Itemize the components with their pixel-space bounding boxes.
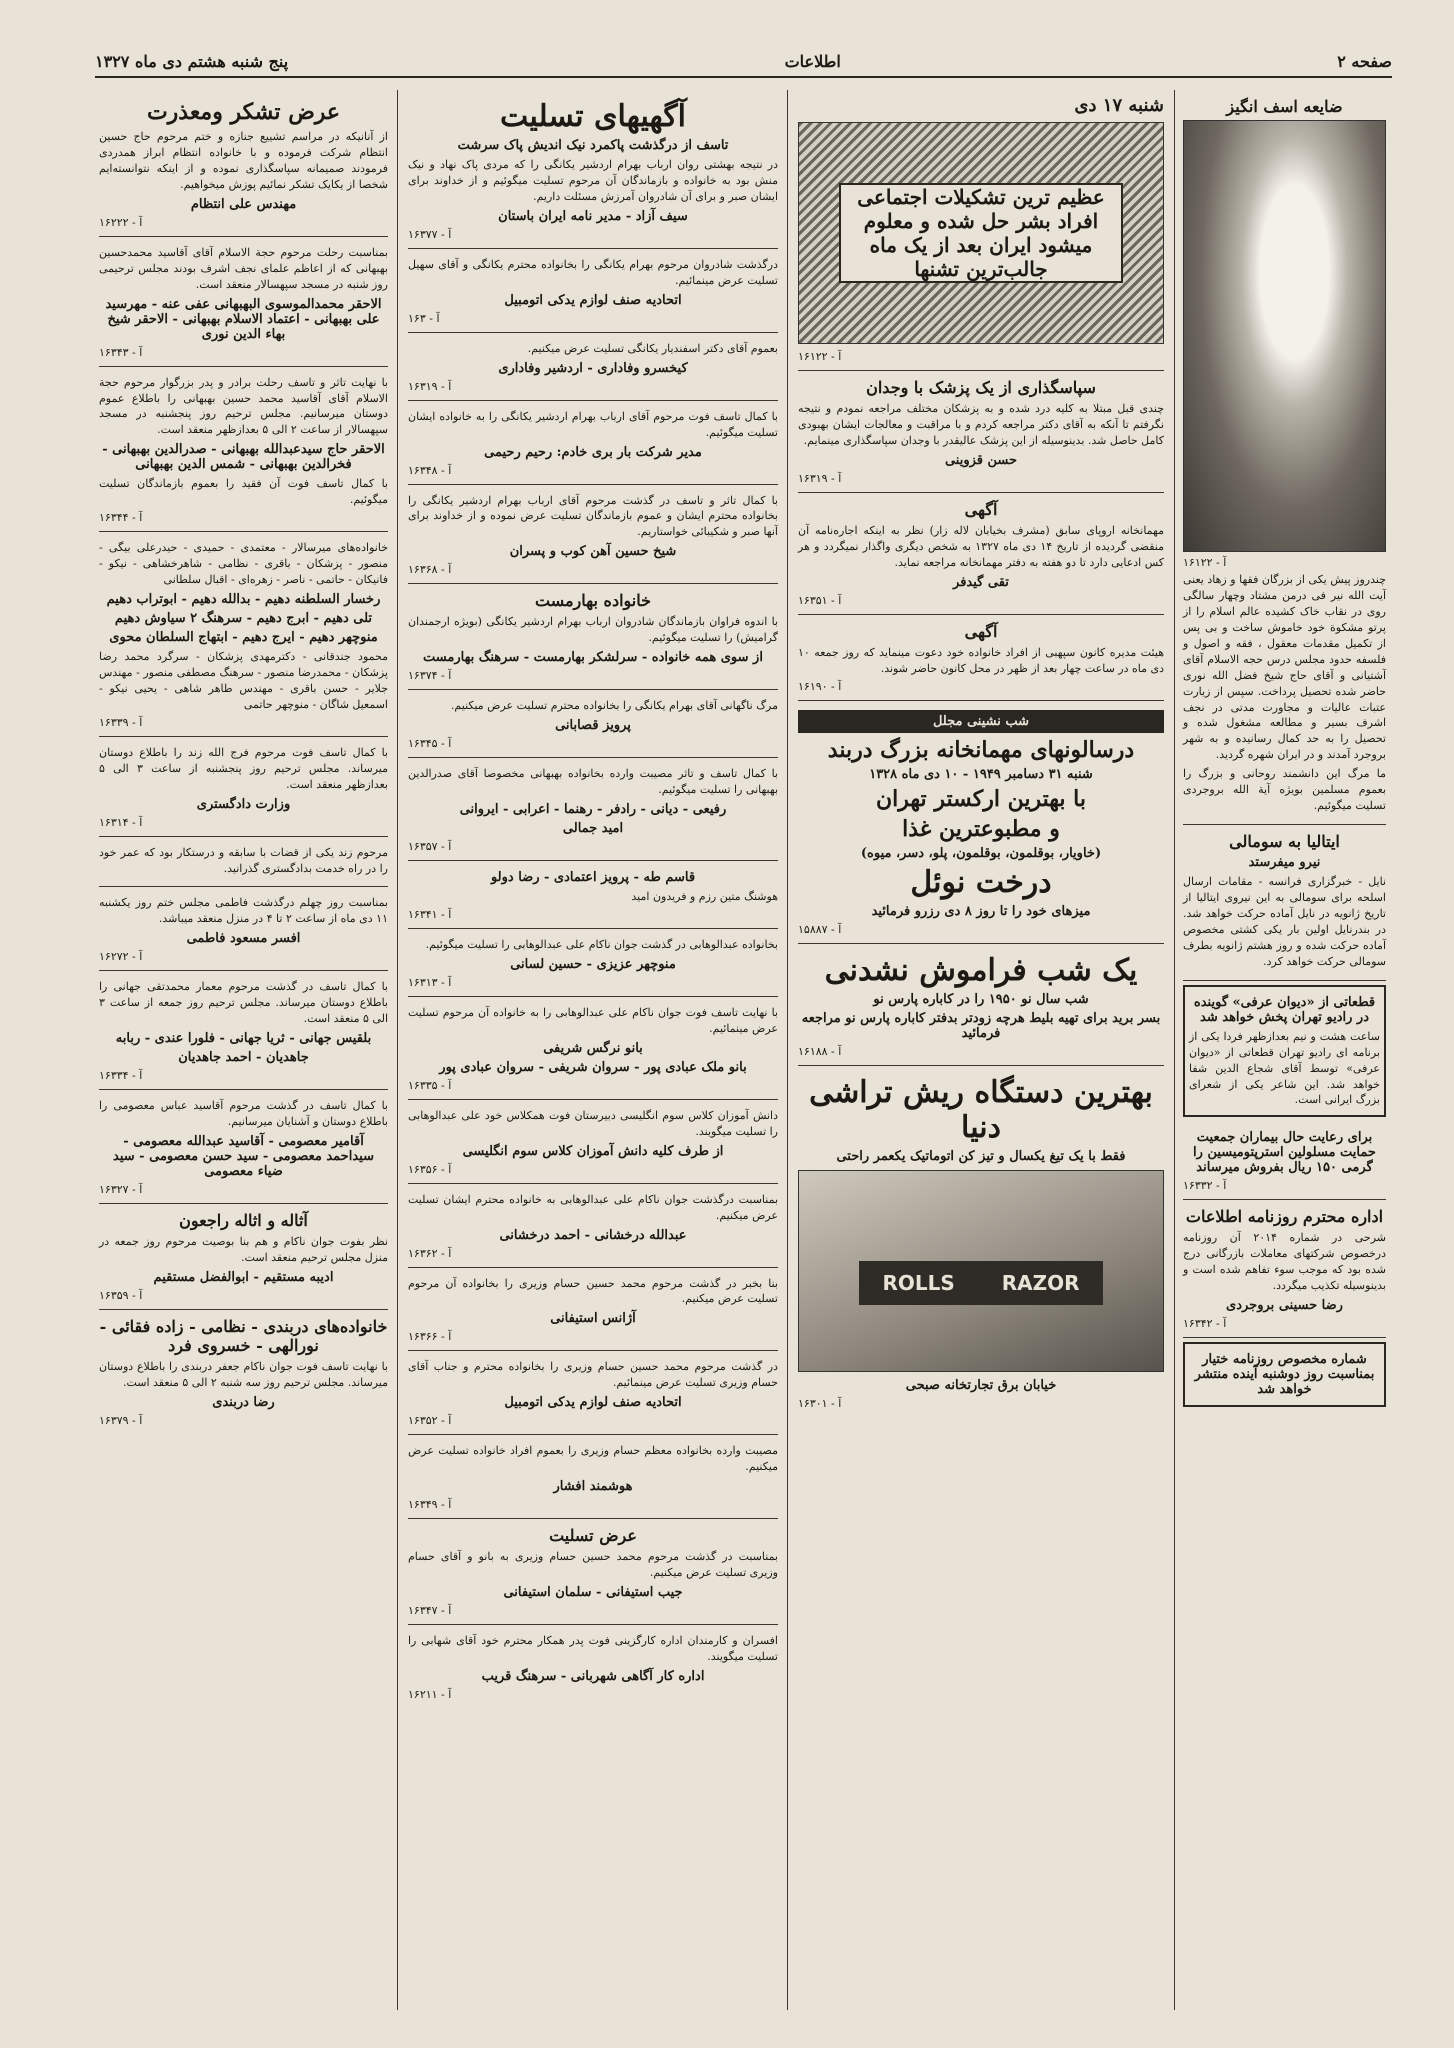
notice-signature: مهندس علی انتظام xyxy=(190,196,297,212)
razor-plate xyxy=(859,1261,1103,1305)
ad-code: آ - ۱۶۳۵۷ xyxy=(408,840,452,853)
notice-signature: بلقیس جهانی - ثریا جهانی - فلورا عندی - ربابه xyxy=(115,1031,372,1047)
condolence-text: با کمال تاسف و تاثر مصیبت وارده بخانواده بهبهانی مخصوصا آقای صدرالدین بهبهانی را تسلیت میگوئیم. xyxy=(408,767,778,797)
razor-brand-left: ROLLS xyxy=(882,1270,955,1295)
notice-text: محمود جندقانی - دکترمهدی پزشکان - سرگرد محمد رضا پزشکان - محمدرضا منصور - سرهنگ مصطفی منصور - مهندس جلایر - حسن باقری - مهندس طاهر شاهی - یحیی نیکو - اسمعیل شاگان - منوچهر حاتمی xyxy=(99,650,388,711)
news-text: نایل - خبرگزاری فرانسه - مقامات ارسال اسلحه برای سومالی به این نیروی ایتالیا از تاریخ ژانویه در نایل آماده حرکت خواهد شد. در بندرنایل اولین بار یکی کشتی مخصوص آماده حرکت شده و روز هشتم ژانویه بطرف سومالی حرکت خواهد کرد. xyxy=(1183,875,1386,968)
paper-name: اطلاعات xyxy=(784,51,841,71)
radio-box-title: قطعاتی از «دیوان عرفی» گوینده در رادیو تهران پخش خواهد شد xyxy=(1193,994,1376,1025)
party-banner: شب نشینی مجلل xyxy=(798,710,1164,733)
condolence-signature: اداره کار آگاهی شهربانی - سرهنگ قریب xyxy=(481,1668,705,1684)
notice-text: مهمانخانه اروپای سابق (مشرف بخیابان لاله زار) نظر به اینکه اجاره‌نامه آن منقضی گردیده از تاریخ ۱۴ دی ماه ۱۳۲۷ به شخص دیگری واگذار نمیگردد و هر کس ادعایی دارد تا دو هفته به دفتر مهمانخانه مراجعه نماید. xyxy=(798,523,1164,569)
notice-text: با کمال تاسف در گذشت مرحوم آقاسید عباس معصومی را باطلاع دوستان و آشنایان میرسانیم. xyxy=(99,1099,388,1129)
ad-code: آ - ۱۶۱۲۲ xyxy=(798,350,842,363)
ad-code: آ - ۱۶۳۴۱ xyxy=(408,907,452,921)
news-subheading: نیرو میفرستد xyxy=(1248,855,1321,871)
ad-code: آ - ۱۶۳۶۶ xyxy=(408,1330,452,1344)
razor-brand-right: RAZOR xyxy=(1001,1270,1080,1295)
ad-code: آ - ۱۶۳۵۲ xyxy=(408,1414,452,1428)
column-rule xyxy=(787,90,788,2010)
ad-code: آ - ۱۶۳۲۷ xyxy=(99,1183,143,1196)
column-4 xyxy=(93,90,394,2010)
notice-signature: الاحقر حاج سیدعبدالله بهبهانی - صدرالدین بهبهانی - فخرالدین بهبهانی - شمس الدین بهبهانی xyxy=(102,442,385,473)
condolence-signature: هوشمند افشار xyxy=(553,1479,633,1495)
notice-text: با کمال تاسف در گذشت مرحوم معمار محمدتقی جهانی را باطلاع دوستان میرساند. مجلس ترحیم روز جمعه از ساعت ۳ الی ۵ منعقد است. xyxy=(99,980,388,1026)
page-number: صفحه ۲ xyxy=(1337,51,1392,71)
condolence-signature: منوچهر عزیزی - حسین لسانی xyxy=(510,956,676,972)
thanks-section-title: عرض تشکر ومعذرت xyxy=(146,99,341,125)
ad-code: آ - ۱۶۳۱۳ xyxy=(408,975,452,989)
notice-text: با کمال تاسف فوت مرحوم فرج الله زند را باطلاع دوستان میرساند. مجلس ترحیم روز پنجشنبه از ساعت ۳ الی ۵ بعدازظهر منعقد است. xyxy=(99,745,388,791)
thanks-text: چندی قبل مبتلا به کلیه درد شده و به پزشکان مختلف مراجعه نمودم و نتیجه نگرفتم تا آنکه به آقای دکتر مراجعه کردم و با مراقبت و معالجات ایشان بهبودی کامل حاصل شد. بدینوسیله از این پزشک عالیقدر با وجدان سپاسگذاری مینمایم. xyxy=(798,402,1164,447)
ad-code: آ - ۱۶۳۴۲ xyxy=(1183,1317,1227,1331)
condolence-signature: از سوی همه خانواده - سرلشکر بهارمست - سرهنگ بهارمست xyxy=(423,650,763,666)
party-tree: درخت نوئل xyxy=(910,864,1052,900)
ad-code: آ - ۱۶۳۶۸ xyxy=(408,563,452,577)
notice-signature: جاهدیان - احمد جاهدیان xyxy=(178,1050,309,1066)
notice-text: بمناسبت رحلت مرحوم حجة الاسلام آقای آقاسید محمدحسین بهبهانی که از اعاظم علمای نجف اشرف بودند مجلس ترحیمی روز شنبه در مسجد سپهسالار منعقد است. xyxy=(99,245,388,291)
ad-code: آ - ۱۵۸۸۷ xyxy=(798,922,842,936)
obituary-heading: ضایعه اسف انگیز xyxy=(1226,97,1343,116)
ad-code: آ - ۱۶۱۹۰ xyxy=(798,679,842,693)
ad-code: آ - ۱۶۳۷۷ xyxy=(408,227,452,241)
event-strip xyxy=(798,95,1164,116)
ad-code: آ - ۱۶۲۲۲ xyxy=(99,215,143,229)
condolence-signature: عبدالله درخشانی - احمد درخشانی xyxy=(499,1227,687,1243)
condolence-signature: رفیعی - دیانی - رادفر - رهنما - اعرابی - ایروانی xyxy=(459,802,727,817)
ad-code: آ - ۱۶۳۱۴ xyxy=(99,815,143,829)
notice-heading: خانواده‌های دربندی - نظامی - زاده فقائی - نورالهی - خسروی فرد xyxy=(99,1316,388,1355)
notice-signature: رضا دربندی xyxy=(212,1394,275,1410)
notice-signature: تقی گیدفر xyxy=(953,574,1009,590)
cabaret-heading: یک شب فراموش نشدنی xyxy=(824,952,1138,988)
condolence-signature: جیب استیفانی - سلمان استیفانی xyxy=(503,1585,683,1600)
party-venue: درسالونهای مهمانخانه بزرگ دربند xyxy=(827,736,1135,763)
ad-code: آ - ۱۶۳۴۳ xyxy=(99,345,143,359)
condolence-heading: عرض تسلیت xyxy=(549,1526,637,1546)
condolence-signature: اتحادیه صنف لوازم یدکی اتومبیل xyxy=(504,292,682,308)
letter-signature: رضا حسینی بروجردی xyxy=(1226,1298,1343,1314)
ad-code: آ - ۱۶۳۳۵ xyxy=(408,1078,452,1092)
condolence-signature: قاسم طه - پرویز اعتمادی - رضا دولو xyxy=(490,870,696,885)
ad-code: آ - ۱۶۳۱۹ xyxy=(408,379,452,393)
razor-address: خیابان برق تجارتخانه صبحی xyxy=(905,1377,1057,1393)
issue-date: پنج شنبه هشتم دی ماه ۱۳۲۷ xyxy=(95,51,289,71)
cabaret-text: شب سال نو ۱۹۵۰ را در کاباره پارس نو xyxy=(873,991,1089,1007)
column-rule xyxy=(1174,90,1175,2010)
event-date: شنبه ۱۷ دی xyxy=(1074,95,1164,116)
radio-box-text: ساعت هشت و نیم بعدازظهر فردا یکی از برنامه ای رادیو تهران قطعاتی از «دیوان عرفی» توسط آقای شجاع الدین شفا خواهد شد. این شاعر یکی از شعرای بزرگ ایرانی است. xyxy=(1189,1029,1380,1107)
masthead xyxy=(95,46,1392,78)
notice-text: با نهایت تاسف فوت جوان ناکام جعفر دربندی را باطلاع دوستان میرساند. مجلس ترحیم روز سه شنبه ۲ الی ۵ منعقد است. xyxy=(99,1359,388,1389)
column-rule xyxy=(397,90,398,2010)
ad-code: آ - ۱۶۳۳۴ xyxy=(99,1069,143,1083)
ad-code: آ - ۱۶۳۴۸ xyxy=(408,463,452,477)
condolence-heading: خانواده بهارمست xyxy=(535,591,651,611)
notice-signature: تلی دهیم - ابرج دهیم - سرهنگ ۲ سیاوش دهیم xyxy=(114,611,373,626)
notice-text: با نهایت تاثر و تاسف رحلت برادر و پدر بزرگوار مرحوم حجة الاسلام آقای آقاسید محمد حسین بهبهانی را باطلاع عموم دوستان میرسانیم. مجلس ترحیم روز پنجشنبه در مسجد سپهسالار از ساعت ۲ الی ۵ بعدازظهر منعقد است. xyxy=(99,375,388,437)
condolence-text: با کمال تاسف فوت مرحوم آقای ارباب بهرام اردشیر یکانگی را به خانواده ایشان تسلیت میگوئیم. xyxy=(408,409,778,439)
condolence-text: مصیبت وارده بخانواده معظم حسام وزیری را بعموم افراد خانواده تسلیت عرض میکنیم. xyxy=(408,1444,778,1474)
ad-code: آ - ۱۶۳۳۲ xyxy=(1183,1179,1227,1193)
condolence-text: با نهایت تاسف فوت جوان ناکام علی عبدالوهابی را به خانواده آن مرحوم تسلیت عرض مینمائیم. xyxy=(408,1005,778,1035)
letter-text: شرحی در شماره ۲۰۱۴ آن روزنامه درخصوص شرکتهای معاملات بازرگانی درج شده بود که موجب سوء تفاهم شده است و بدینوسیله تکذیب میگردد. xyxy=(1183,1231,1386,1293)
ad-code: آ - ۱۶۳۴۷ xyxy=(408,1604,452,1617)
notice-text: هیئت مدیره کانون سپهبی از افراد خانواده خود دعوت مینماید که روز جمعه ۱۰ دی ماه در ساعت چهار بعد از ظهر در محل کانون حاضر شوند. xyxy=(798,645,1164,675)
notice-text: نظر بفوت جوان ناکام و هم بنا بوصیت مرحوم روز جمعه در منزل مجلس ترحیم منعقد است. xyxy=(99,1235,388,1264)
party-menu: (خاویار، بوقلمون، بوقلمون، پلو، دسر، میوه) xyxy=(860,845,1102,861)
condolence-signature: مدیر شرکت بار بری خادم: رحیم رحیمی xyxy=(484,444,702,460)
notice-signature: آقامیر معصومی - آقاسید عبدالله معصومی - سیداحمد معصومی - سید حسن معصومی - سید ضیاء معصومی xyxy=(113,1134,374,1179)
notice-signature: افسر مسعود فاطمی xyxy=(186,931,301,947)
party-date: شنبه ۳۱ دسامبر ۱۹۴۹ - ۱۰ دی ماه ۱۳۲۸ xyxy=(869,766,1093,782)
notice-text: از آنانیکه در مراسم تشییع جنازه و ختم مرحوم حاج حسین انتظام شرکت فرموده و با خانواده انتظام ابراز همدردی فرمودند صمیمانه سپاسگذاری نموده و از اینکه نتوانسته‌ایم شخصا از یکایک تشکر نمائیم پوزش میخواهیم. xyxy=(99,130,388,191)
ad-code: آ - ۱۶۳۵۱ xyxy=(798,593,842,607)
condolence-signature: امید جمالی xyxy=(562,821,624,836)
footer-notice: شماره مخصوص روزنامه ختیار بمناسبت روز دوشنبه آینده منتشر خواهد شد xyxy=(1194,1352,1375,1398)
party-food: و مطبوعترین غذا xyxy=(902,815,1060,842)
ad-code: آ - ۱۶۲۷۲ xyxy=(99,950,143,964)
notice-signature: وزارت دادگستری xyxy=(196,796,291,812)
column-1 xyxy=(1177,90,1392,2010)
ad-code: آ - ۱۶۳ xyxy=(408,311,440,325)
condolence-signature: اتحادیه صنف لوازم یدکی اتومبیل xyxy=(504,1395,682,1411)
condolence-text: دانش آموزان کلاس سوم انگلیسی دبیرستان فوت همکلاس خود علی عبدالوهابی را تسلیت میگویند. xyxy=(408,1108,778,1138)
columns xyxy=(95,90,1392,2010)
notice-signature: رخسار السلطنه دهیم - بدالله دهیم - ابوتراب دهیم xyxy=(106,592,381,607)
ad-code: آ - ۱۶۳۷۴ xyxy=(408,669,452,683)
condolence-signature: از طرف کلیه دانش آموزان کلاس سوم انگلیسی xyxy=(462,1143,724,1159)
ad-code: آ - ۱۶۳۴۵ xyxy=(408,737,452,751)
ad-code: آ - ۱۶۱۲۲ xyxy=(1183,556,1227,569)
condolence-signature: پرویز قصابانی xyxy=(555,718,631,734)
condolence-text: مرگ ناگهانی آقای بهرام یکانگی را بخانواده محترم تسلیت عرض میکنیم. xyxy=(450,699,778,713)
condolence-text: با کمال تاثر و تاسف در گذشت مرحوم آقای ارباب بهرام اردشیر یکانگی را بخانواده محترم ایشان و عموم بازماندگان تسلیت عرض نموده و از خداوند برای آنها صبر و شکیبائی خواستاریم. xyxy=(408,493,778,539)
condolence-signature: آژانس استیفانی xyxy=(550,1311,636,1327)
razor-illustration xyxy=(798,1170,1164,1372)
letter-heading: اداره محترم روزنامه اطلاعات xyxy=(1185,1207,1384,1227)
notice-text: بمناسبت روز چهلم درگذشت فاطمی مجلس ختم روز یکشنبه ۱۱ دی ماه از ساعت ۲ تا ۴ در منزل منعقد میباشد. xyxy=(99,896,388,926)
condolence-text: بمناسبت در گذشت مرحوم محمد حسین حسام وزیری به بانو و آقای حسام وزیری تسلیت عرض میکنیم. xyxy=(408,1550,778,1580)
condolence-text: در گذشت مرحوم محمد حسین حسام وزیری را بخانواده محترم و جناب آقای حسام وزیری تسلیت عرض مینمائیم. xyxy=(408,1360,778,1390)
illustration xyxy=(798,122,1164,344)
condolence-text: بمناسبت درگذشت جوان ناکام علی عبدالوهابی به خانواده محترم ایشان تسلیت عرض میکنیم. xyxy=(408,1192,778,1222)
charity-notice: برای رعایت حال بیماران جمعیت حمایت مسلولین استرپتومیسین را گرمی ۱۵۰ ریال بفروش میرساند xyxy=(1193,1130,1376,1176)
notice-signature: منوچهر دهیم - ایرج دهیم - ابتهاج السلطان محوی xyxy=(109,630,378,645)
condolence-text: بعموم آقای دکتر اسفندیار یکانگی تسلیت عرض میکنیم. xyxy=(527,341,778,355)
ad-code: آ - ۱۶۳۴۹ xyxy=(408,1498,452,1512)
obituary-text: چندروز پیش یکی از بزرگان فقها و زهاد یعنی آیت الله نیر فی درمن مشتاد وچهار سالگی روی در نقاب خاک کشیده عالم اسلام را از پرتو مشکوة خود خاموش ساخت و بی پس از تکمیل مقدمات معقول ، فقه و اصول و فلسفه حدود مجلس درس حجه الاسلام آقای آشتیانی و آقای حاج شیخ فضل الله نوری حاضر شده تحصیل پرداخت. سپس از زیارت عتبات عالیات و مجاورت مدتی در نجف اشرف بسیر و مطالعه مشغول شده و تحصیل را به حد کمال رسانیده و به شهر بروجرد آمدند و در ایران شهره گردید. xyxy=(1183,573,1386,762)
thanks-signature: حسن قزوینی xyxy=(944,452,1018,468)
notice-heading: آگهی xyxy=(964,621,998,641)
ad-code: آ - ۱۶۲۱۱ xyxy=(408,1687,452,1701)
ad-code: آ - ۱۶۳۳۹ xyxy=(99,715,143,729)
column-2 xyxy=(792,90,1170,2010)
notice-signature: الاحقر محمدالموسوی البهبهانی عفی عنه - مهرسید علی بهبهانی - اعتماد الاسلام بهبهانی - الاحقر شیخ بهاء الدین نوری xyxy=(105,296,382,342)
notice-text: مرحوم زند یکی از قضات با سابقه و درستکار بود که عمر خود را در راه خدمت بدادگستری گذرانید. xyxy=(99,845,388,875)
cabaret-text-2: بسر برید برای تهیه بلیط هرچه زودتر بدفتر کاباره پارس نو مراجعه فرمائید xyxy=(801,1010,1161,1041)
notice-text: با کمال تاسف فوت آن فقید را بعموم بازماندگان تسلیت میگوئیم. xyxy=(99,477,388,507)
condolence-signature: بانو نرگس شریفی xyxy=(543,1040,643,1056)
column-3 xyxy=(402,90,784,2010)
condolence-signature: شیخ حسین آهن کوب و پسران xyxy=(509,544,677,560)
razor-text: فقط با یک تیغ یکسال و تیز کن اتوماتیک یکعمر راحتی xyxy=(836,1148,1126,1164)
condolence-text: بنا بخبر در گذشت مرحوم محمد حسین حسام وزیری را بخانواده آن مرحوم تسلیت عرض میکنیم. xyxy=(408,1276,778,1306)
razor-heading: بهترین دستگاه ریش تراشی دنیا xyxy=(809,1074,1153,1145)
condolence-text: با اندوه فراوان بازماندگان شادروان ارباب بهرام اردشیر یکانگی (بویژه ارجمندان گرامیش) را تسلیت میگوئیم. xyxy=(408,615,778,645)
ad-code: آ - ۱۶۳۷۹ xyxy=(99,1413,143,1427)
ad-code: آ - ۱۶۳۴۴ xyxy=(99,511,143,525)
notice-text: خانواده‌های میرسالار - معتمدی - حمیدی - حیدرعلی بیگی - منصور - پزشکان - باقری - نظامی - شاهرخشاهی - نیکو - فانیکان - حاتمی - ناصر - زهره‌ای - اقبال سلطانی xyxy=(99,541,388,587)
notice-heading: آثاله و اثاله راجعون xyxy=(179,1211,308,1230)
ad-code: آ - ۱۶۳۰۱ xyxy=(798,1396,842,1410)
news-heading: ایتالیا به سومالی xyxy=(1229,832,1340,852)
ad-code: آ - ۱۶۳۱۹ xyxy=(798,471,842,485)
condolence-text: درگذشت شادروان مرحوم بهرام یکانگی را بخانواده محترم یکانگی و آقای سهیل تسلیت عرض مینمائیم. xyxy=(408,257,778,287)
condolence-subtitle: تاسف از درگذشت پاکمرد نیک اندیش پاک سرشت xyxy=(457,138,729,153)
condolence-text: افسران و کارمندان اداره کارگزینی فوت پدر همکار محترم خود آقای شهابی را تسلیت میگویند. xyxy=(408,1634,778,1663)
obituary-tail: ما مرگ این دانشمند روحانی و بزرگ را بعموم مسلمین بویژه آیة الله بروجردی تسلیت میگوئیم. xyxy=(1183,767,1386,813)
condolence-section-title: آگهیهای تسلیت xyxy=(500,99,686,134)
thanks-heading: سپاسگذاری از یک پزشک با وجدان xyxy=(866,378,1096,397)
party-orchestra: با بهترین ارکستر تهران xyxy=(876,785,1086,812)
notice-heading: آگهی xyxy=(964,499,998,519)
condolence-text: بخانواده عبدالوهابی در گذشت جوان ناکام علی عبدالوهابی را تسلیت میگوئیم. xyxy=(425,937,778,951)
notice-signature: ادیبه مستقیم - ابوالفضل مستقیم xyxy=(153,1269,334,1285)
ad-code: آ - ۱۶۳۶۲ xyxy=(408,1246,452,1260)
illustration-caption: عظیم ترین تشکیلات اجتماعی افراد بشر حل شده و معلوم میشود ایران بعد از یک ماه جالب‌ترین تشنها xyxy=(839,183,1123,283)
condolence-text: هوشنگ متین رزم و فریدون امید xyxy=(631,890,778,903)
condolence-signature: بانو ملک عبادی پور - سروان شریفی - سروان عبادی پور xyxy=(439,1059,747,1075)
portrait-photo xyxy=(1183,120,1386,552)
condolence-signature: سیف آزاد - مدیر نامه ایران باستان xyxy=(498,208,688,224)
ad-code: آ - ۱۶۱۸۸ xyxy=(798,1044,842,1058)
ad-code: آ - ۱۶۳۵۹ xyxy=(99,1288,143,1302)
condolence-signature: کیخسرو وفاداری - اردشیر وفاداری xyxy=(498,360,688,376)
condolence-text: در نتیجه بهشتی روان ارباب بهرام اردشیر یکانگی را که مردی پاک نهاد و نیک منش بود به خانواده و بازماندگان آن مرحوم تسلیت میگوئیم و از خداوند برای ایشان صبر و برای آن شادروان آمرزش مسئلت داریم. xyxy=(408,158,778,203)
ad-code: آ - ۱۶۳۵۶ xyxy=(408,1162,452,1176)
party-reservation: میزهای خود را تا روز ۸ دی رزرو فرمائید xyxy=(871,903,1091,919)
